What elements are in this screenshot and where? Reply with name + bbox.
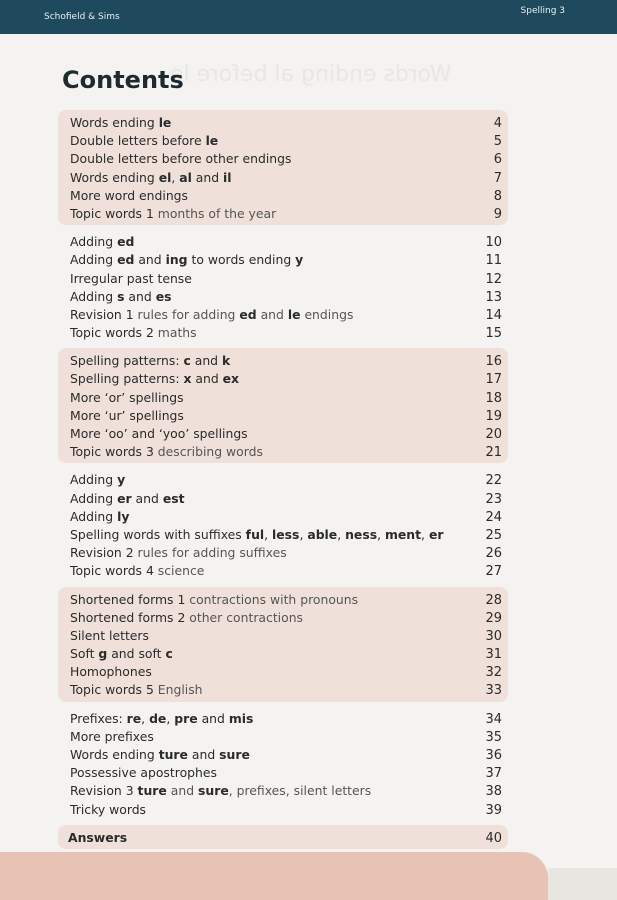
entry-text: ,	[299, 526, 308, 542]
page-number: 13	[485, 289, 502, 305]
entry-text: Words ending	[70, 747, 159, 762]
contents-row[interactable]	[58, 746, 508, 764]
contents-entry-title	[58, 562, 204, 580]
contents-section	[58, 348, 508, 463]
contents-row[interactable]	[58, 425, 508, 443]
entry-keyword: ed	[117, 234, 135, 250]
entry-keyword: ex	[222, 371, 240, 387]
page-number: 18	[485, 390, 502, 406]
entry-keyword: ture	[137, 783, 167, 799]
entry-text: ,	[421, 526, 429, 542]
contents-entry-title	[58, 233, 134, 251]
page-number: 35	[485, 729, 502, 745]
entry-text: months of the year	[157, 205, 277, 221]
contents-entry-title	[58, 169, 232, 187]
entry-text: Adding	[70, 508, 118, 524]
entry-text: English	[157, 682, 203, 698]
entry-text: Adding	[70, 234, 118, 250]
entry-text: Tricky words	[70, 801, 147, 817]
page-number: 30	[485, 628, 502, 644]
contents-list	[58, 110, 508, 853]
header-bar	[0, 0, 617, 34]
page-number: 14	[485, 307, 502, 323]
contents-entry-title	[58, 187, 188, 205]
entry-keyword: k	[222, 353, 231, 369]
contents-row[interactable]	[58, 352, 508, 370]
contents-row[interactable]	[58, 609, 508, 627]
entry-keyword: de	[149, 710, 167, 726]
page-number: 39	[485, 802, 502, 818]
contents-entry-title	[58, 490, 185, 508]
contents-row[interactable]	[58, 490, 508, 508]
contents-row[interactable]	[58, 508, 508, 526]
contents-entry-title	[58, 389, 184, 407]
entry-text: Prefixes:	[70, 710, 127, 726]
entry-text: Topic words 1	[70, 205, 158, 221]
contents-section	[58, 110, 508, 225]
entry-text: contractions with pronouns	[189, 591, 359, 607]
entry-text: and	[191, 371, 223, 387]
entry-text: ,	[337, 526, 346, 542]
entry-text: Adding	[70, 490, 118, 506]
entry-keyword: mis	[228, 710, 254, 726]
contents-entry-title	[58, 471, 125, 489]
contents-row[interactable]	[58, 114, 508, 132]
contents-entry-title	[58, 508, 129, 526]
contents-row[interactable]	[58, 782, 508, 800]
contents-row[interactable]	[58, 370, 508, 388]
entry-text: and	[131, 490, 163, 506]
entry-keyword: es	[155, 288, 172, 304]
entry-text: and	[134, 252, 166, 268]
entry-text: More word endings	[70, 187, 189, 203]
entry-keyword: ment	[384, 526, 422, 542]
page-number: 37	[485, 766, 502, 782]
contents-entry-title	[58, 370, 239, 388]
contents-entry-title	[58, 114, 171, 132]
entry-text: Topic words 3	[70, 444, 158, 460]
entry-keyword: ing	[165, 252, 188, 268]
entry-keyword: il	[223, 169, 232, 185]
contents-row[interactable]	[58, 591, 508, 609]
entry-text: and	[191, 169, 224, 185]
entry-text: Double letters before other endings	[70, 151, 292, 167]
contents-entry-title	[58, 205, 276, 223]
contents-row[interactable]	[58, 270, 508, 288]
contents-entry-title	[58, 544, 287, 562]
footer-band	[0, 852, 548, 900]
page-number: 29	[485, 610, 502, 626]
contents-entry-title	[58, 645, 173, 663]
entry-text: ,	[141, 710, 150, 726]
page-number: 12	[485, 271, 502, 287]
contents-row[interactable]	[58, 663, 508, 681]
entry-text: describing words	[157, 444, 263, 460]
contents-row[interactable]	[58, 187, 508, 205]
entry-keyword: y	[117, 472, 126, 488]
entry-text: Irregular past tense	[70, 270, 192, 286]
entry-text: Spelling patterns:	[70, 353, 184, 369]
entry-text: Silent letters	[70, 627, 149, 643]
page-number: 11	[485, 253, 502, 269]
entry-text: Adding	[70, 288, 118, 304]
entry-keyword: ly	[117, 508, 130, 524]
page-number: 33	[485, 683, 502, 699]
page-number: 7	[493, 170, 502, 186]
page-number: 38	[485, 784, 502, 800]
page-number: 34	[485, 711, 502, 727]
contents-entry-title	[58, 609, 303, 627]
contents-row[interactable]	[58, 526, 508, 544]
entry-text: ,	[166, 710, 175, 726]
entry-keyword: g	[98, 646, 108, 662]
contents-row[interactable]	[58, 471, 508, 489]
entry-text: ,	[171, 169, 180, 185]
entry-text: Adding	[70, 472, 118, 488]
entry-text: maths	[157, 325, 197, 341]
entry-text: , prefixes, silent letters	[228, 783, 372, 799]
page-number: 22	[485, 473, 502, 489]
entry-keyword: er	[428, 526, 444, 542]
contents-section	[58, 467, 508, 582]
entry-text: ,	[264, 526, 273, 542]
entry-text: and	[190, 353, 222, 369]
series-name: Spelling 3	[520, 6, 565, 16]
entry-text: endings	[300, 306, 354, 322]
contents-row[interactable]	[58, 150, 508, 168]
page-number: 5	[493, 134, 502, 150]
contents-entry-title	[58, 829, 127, 847]
contents-entry-title	[58, 150, 291, 168]
page-number: 25	[485, 527, 502, 543]
entry-text: rules for adding suffixes	[137, 545, 287, 561]
contents-entry-title	[58, 251, 303, 269]
page-number: 36	[485, 748, 502, 763]
contents-entry-title	[58, 627, 149, 645]
contents-entry-title	[58, 801, 146, 819]
contents-row[interactable]	[58, 132, 508, 150]
contents-row[interactable]	[58, 407, 508, 425]
contents-section	[58, 587, 508, 702]
entry-text: Answers	[68, 829, 128, 845]
page-number: 8	[493, 188, 502, 204]
contents-entry-title	[58, 728, 154, 746]
entry-keyword: pre	[174, 710, 198, 726]
entry-text: More ‘or’ spellings	[70, 389, 184, 405]
entry-text: Revision 1	[70, 306, 138, 322]
entry-text: Topic words 2	[70, 325, 158, 341]
contents-row[interactable]	[58, 710, 508, 728]
contents-row[interactable]	[58, 764, 508, 782]
contents-row[interactable]	[58, 645, 508, 663]
contents-entry-title	[58, 710, 253, 728]
entry-keyword: el	[158, 169, 172, 185]
page-number: 4	[493, 116, 502, 131]
entry-keyword: y	[295, 252, 304, 268]
entry-text: Soft	[70, 646, 99, 662]
show-through-text: Words ending al before le	[170, 62, 452, 87]
contents-row[interactable]	[58, 728, 508, 746]
contents-entry-title	[58, 443, 263, 461]
entry-keyword: ful	[245, 526, 265, 542]
entry-keyword: less	[272, 526, 300, 542]
page-number: 24	[485, 509, 502, 525]
page-number: 23	[485, 491, 502, 507]
contents-entry-title	[58, 526, 443, 544]
entry-text: Words ending	[70, 169, 159, 185]
page-number: 31	[485, 647, 502, 663]
page-number: 20	[485, 427, 502, 442]
answers-section	[58, 825, 508, 849]
contents-row[interactable]	[58, 562, 508, 580]
page-number: 15	[485, 326, 502, 342]
entry-keyword: c	[183, 353, 191, 369]
page-number: 19	[485, 408, 502, 424]
contents-row[interactable]	[58, 324, 508, 342]
entry-keyword: sure	[198, 783, 229, 799]
contents-row[interactable]	[58, 801, 508, 819]
entry-text: Spelling words with suffixes	[70, 526, 246, 542]
entry-text: and soft	[107, 646, 166, 662]
contents-row[interactable]	[58, 627, 508, 645]
entry-text: Shortened forms 2	[70, 609, 190, 625]
contents-entry-title	[58, 270, 192, 288]
entry-text: Adding	[70, 252, 118, 268]
publisher-name: Schofield & Sims	[44, 12, 120, 22]
entry-keyword: le	[205, 133, 219, 149]
contents-row[interactable]	[58, 251, 508, 269]
contents-row[interactable]	[58, 169, 508, 187]
entry-text: Topic words 5	[70, 682, 158, 698]
entry-keyword: le	[158, 115, 172, 130]
contents-row[interactable]	[58, 205, 508, 223]
page-number: 10	[485, 235, 502, 251]
entry-keyword: re	[126, 710, 142, 726]
page-number: 32	[485, 665, 502, 681]
contents-section	[58, 229, 508, 344]
contents-row[interactable]	[58, 306, 508, 324]
contents-entry-title	[58, 425, 248, 443]
contents-row[interactable]	[58, 233, 508, 251]
contents-section	[58, 706, 508, 821]
entry-text: and	[187, 747, 220, 762]
contents-entry-title	[58, 764, 217, 782]
entry-text: ,	[377, 526, 385, 542]
entry-keyword: ness	[345, 526, 378, 542]
contents-entry-title	[58, 352, 230, 370]
page-number: 9	[493, 206, 502, 222]
contents-row[interactable]	[58, 288, 508, 306]
contents-entry-title	[58, 591, 358, 609]
page-number: 21	[485, 445, 502, 461]
entry-text: rules for adding	[137, 306, 240, 322]
contents-entry-title	[58, 746, 250, 764]
entry-text: Revision 2	[70, 545, 138, 561]
entry-text: Topic words 4	[70, 563, 158, 579]
contents-row[interactable]	[58, 829, 508, 847]
contents-row[interactable]	[58, 389, 508, 407]
contents-entry-title	[58, 306, 353, 324]
entry-text: science	[157, 563, 205, 579]
contents-row[interactable]	[58, 443, 508, 461]
entry-keyword: le	[287, 306, 301, 322]
page-number: 26	[485, 546, 502, 562]
contents-entry-title	[58, 132, 218, 150]
page-number: 28	[485, 592, 502, 608]
contents-entry-title	[58, 288, 171, 306]
page-number: 6	[493, 152, 502, 168]
entry-keyword: er	[117, 490, 132, 506]
entry-keyword: ed	[239, 306, 257, 322]
entry-text: and	[166, 783, 199, 799]
contents-row[interactable]	[58, 544, 508, 562]
page-number: 16	[485, 354, 502, 370]
entry-keyword: ture	[158, 747, 188, 762]
entry-keyword: sure	[219, 747, 250, 762]
entry-text: and	[197, 710, 229, 726]
entry-keyword: x	[183, 371, 192, 387]
page-title: Contents	[62, 66, 184, 94]
entry-text: Revision 3	[70, 783, 138, 799]
contents-entry-title	[58, 324, 197, 342]
contents-entry-title	[58, 663, 152, 681]
entry-text: Possessive apostrophes	[70, 765, 217, 781]
entry-text: other contractions	[189, 609, 304, 625]
contents-entry-title	[58, 681, 203, 699]
entry-keyword: est	[162, 490, 185, 506]
entry-text: More ‘oo’ and ‘yoo’ spellings	[70, 426, 248, 441]
entry-text: Homophones	[70, 664, 152, 680]
page-number: 40	[485, 830, 502, 846]
entry-keyword: c	[165, 646, 173, 662]
entry-text: Words ending	[70, 115, 159, 130]
contents-row[interactable]	[58, 681, 508, 699]
page-number: 17	[485, 372, 502, 388]
footer-corner	[548, 868, 617, 900]
contents-entry-title	[58, 782, 371, 800]
page-number: 27	[485, 564, 502, 580]
entry-text: and	[124, 288, 156, 304]
entry-text: Shortened forms 1	[70, 591, 190, 607]
entry-keyword: able	[307, 526, 338, 542]
entry-keyword: ed	[117, 252, 135, 268]
entry-text: and	[256, 306, 288, 322]
entry-text: to words ending	[187, 252, 296, 268]
entry-text: Spelling patterns:	[70, 371, 184, 387]
entry-text: More ‘ur’ spellings	[70, 407, 184, 423]
contents-entry-title	[58, 407, 184, 425]
entry-keyword: al	[179, 169, 192, 185]
entry-text: More prefixes	[70, 728, 154, 744]
entry-keyword: s	[117, 288, 125, 304]
entry-text: Double letters before	[70, 133, 206, 149]
